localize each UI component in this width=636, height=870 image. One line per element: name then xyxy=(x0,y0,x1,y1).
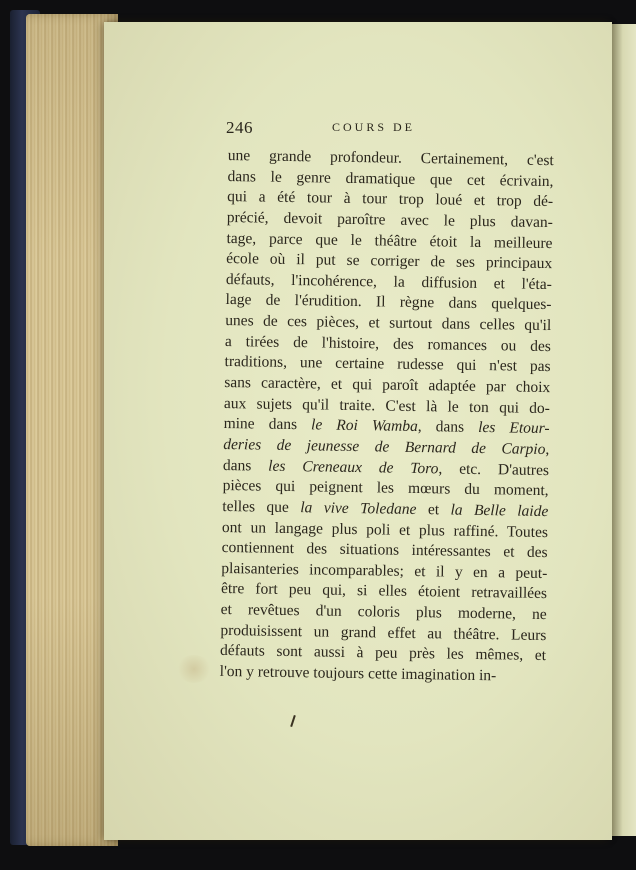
text-segment: unes de ces pièces, et surtout dans celles qu'il xyxy=(225,312,552,335)
text-segment: traditions, une certaine rudesse qui n'est pas xyxy=(224,353,551,376)
text-segment: tage, parce que le théâtre étoit la meilleure xyxy=(226,229,553,252)
paper-stain xyxy=(176,655,212,683)
text-segment: défauts sont aussi à peu près les mêmes, et xyxy=(219,642,547,665)
text-segment: défauts, l'incohérence, la diffusion et l'éta- xyxy=(225,270,552,293)
text-segment: précié, devoit paroître avec le plus davan- xyxy=(226,208,553,232)
text-segment: sans caractère, et qui paroît adaptée par choix xyxy=(224,374,551,397)
text-segment: a tirées de l'histoire, des romances ou des xyxy=(224,332,552,355)
text-segment: , xyxy=(545,440,550,459)
text-segment: aux sujets qu'il traite. C'est là le ton qui do- xyxy=(223,394,551,417)
italic-title: la vive Toledane xyxy=(300,499,417,518)
italic-title: les Etour- xyxy=(478,419,550,438)
text-segment: mine dans xyxy=(223,415,312,434)
page-number: 246 xyxy=(226,118,253,137)
text-segment: et xyxy=(416,500,451,519)
text-segment: lage de l'érudition. Il règne dans quelques- xyxy=(225,291,552,314)
italic-title: la Belle laide xyxy=(450,501,549,520)
text-segment: qui a été tour à tour trop loué et trop dé- xyxy=(227,188,554,211)
italic-title: deries de jeunesse de Bernard de Carpio xyxy=(223,435,546,458)
text-segment: ont un langage plus poli et plus raffiné. Toutes xyxy=(221,518,549,541)
text-segment: dans xyxy=(222,456,269,475)
text-segment: pièces qui peignent les mœurs du moment, xyxy=(222,477,549,500)
text-segment: produisissent un grand effet au théâtre. Leurs xyxy=(220,621,547,644)
text-segment: une grande profondeur. Certainement, c'est xyxy=(227,146,554,170)
text-segment: , etc. D'autres xyxy=(438,459,550,479)
italic-title: les Creneaux de Toro xyxy=(268,457,439,477)
text-segment: école où il put se corriger de ses principaux xyxy=(226,250,553,273)
body-text xyxy=(220,146,554,688)
text-segment: contiennent des situations intéressantes et des xyxy=(221,539,548,562)
running-head: COURS DE xyxy=(332,120,416,134)
facing-page-gutter xyxy=(612,24,636,836)
text-segment: telles que xyxy=(222,497,301,517)
page-header xyxy=(226,118,556,138)
text-segment: et revêtues d'un coloris plus moderne, ne xyxy=(220,601,547,624)
text-segment: être fort peu qui, si elles étoient retravaillées xyxy=(220,580,548,603)
text-segment: , dans xyxy=(417,418,479,437)
text-segment: l'on y retrouve toujours cette imagination in- xyxy=(219,662,497,685)
italic-title: le Roi Wamba xyxy=(310,416,418,436)
text-segment: plaisanteries incomparables; et il y en a peut- xyxy=(221,559,548,582)
text-segment: dans le genre dramatique que cet écrivain, xyxy=(227,167,554,190)
